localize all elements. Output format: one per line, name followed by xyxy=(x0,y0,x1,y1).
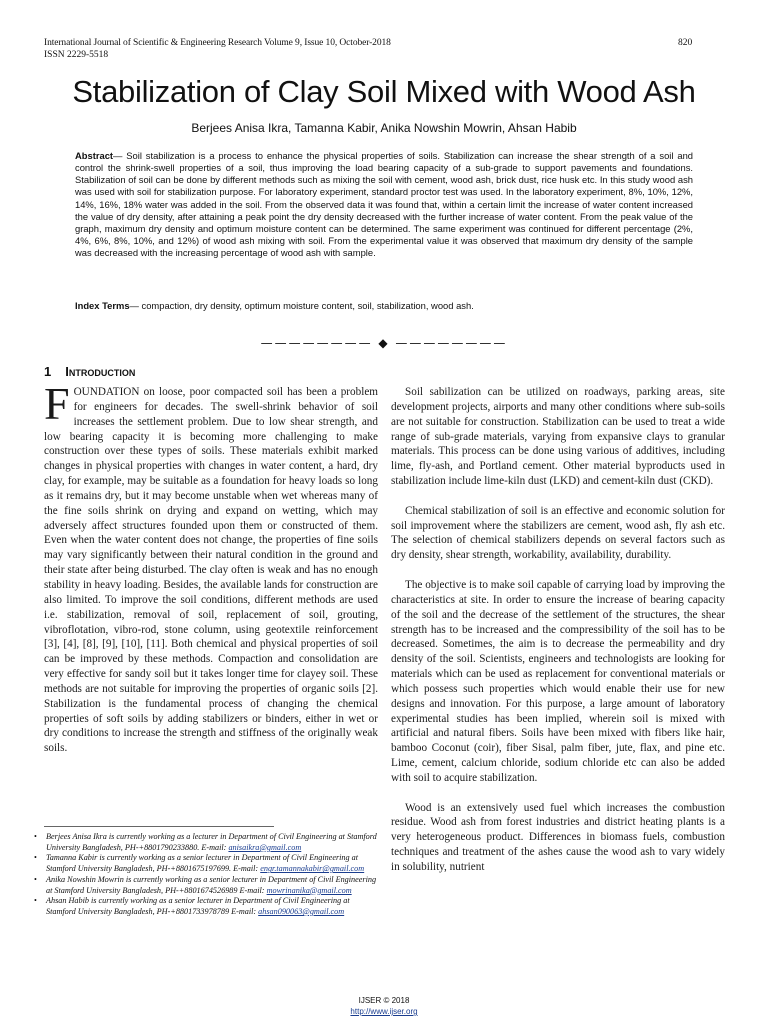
email-link[interactable]: ahsan090063@gmail.com xyxy=(258,906,345,916)
dropcap: F xyxy=(44,378,70,429)
email-link[interactable]: anisaikra@gmail.com xyxy=(228,842,302,852)
footnote-item xyxy=(34,832,378,853)
index-terms-label: Index Terms xyxy=(75,300,130,311)
intro-paragraph xyxy=(44,378,378,756)
right-column xyxy=(391,385,725,890)
footnote-item xyxy=(34,896,378,917)
paragraph: Chemical stabilization of soil is an effective and economic solution for soil improvement where the stabilizers are cement, wood ash, fly ash etc. The selection of chemical stabilizers depends on several factors such as dry density, shear strength, workability, availability, durability. xyxy=(391,504,725,562)
footer-copyright: IJSER © 2018 xyxy=(358,996,410,1005)
footer-url[interactable]: http://www.ijser.org xyxy=(350,1007,418,1016)
issn: ISSN 2229-5518 xyxy=(44,50,109,60)
footnote-rule xyxy=(44,826,274,827)
intro-text: on loose, poor compacted soil has been a problem for engineers for decades. The swell-shrink behavior of soil increases the settlement problem. Due to low shear strength, and low bearing capacity it is becoming more challenging to make construction over these types of soils. These materials exhibit marked changes in physical properties with changes in water content, a hard, dry clay, for example, may be suitable as a foundation for heavy loads so long as it remains dry, but it may become unstable when wet whereas many of the fine soils shrink on drying and expand on wetting, which may adversely affect structures founded upon them or constructed of them. Even when the water content does not change, the properties of fine soils may vary significantly between their natural condition in the ground and their state after being disturbed. The clay often is weak and has no enough stability in heavy loading. Besides, the available lands for construction are also limited. To improve the soil conditions, different methods are used i.e. stabilization, removal of soil, replacement of soil, grouting, vibroflotation, vibro-rod, stone column, using geotextile reinforcement [3], [4], [8], [9], [10], [11]. Both chemical and physical properties of soil can be improved by these methods. Compaction and consolidation are very effective for sandy soil but it takes longer time for clayey soil. These methods are not suitable for improving the properties of organic soils [2]. Stabilization is the fundamental process of changing the chemical properties of soft soils by adding stabilizers or binders, either in wet or dry conditions to increase the strength and stiffness of the originally weak soils. xyxy=(44,386,378,755)
abstract-text: — Soil stabilization is a process to enhance the physical properties of soils. Stabilization can increase the shear strength of a soil and control the shrink-swell properties of a soil, thus improving the load bearing capacity of a sub-grade to support pavements and foundations. Stabilization of soil can be done by different methods such as mixing the soil with cement, wood ash, brick dust, rice husk etc. In this study wood ash was used with soil for stabilization purpose. For laboratory experiment, standard proctor test was used. In the laboratory experiment, 8%, 10%, 12%, 14%, 16%, 18% water was added in the soil. From the observed data it was found that, within a certain limit the increase of water content increased the value of dry density, after attaining a peak point the dry density decreased with the further increase of water content. From the peak value of the graph, maximum dry density and optimum moisture content can be determined. The same experiment was continued for different percentage (2%, 4%, 6%, 8%, 10%, and 12%) of wood ash mixing with soil. From the experimental value it was observed that maximum dry density of the sample was decreased with the increasing percentage of wood ash with sample. xyxy=(75,150,693,259)
footnote-text: Anika Nowshin Mowrin is currently working as a senior lecturer in Department of Civil Engineering at Stamford University Bangladesh, PH-+8801674526989 E-mail: xyxy=(46,874,377,895)
paper-title: Stabilization of Clay Soil Mixed with Wood Ash xyxy=(72,74,696,109)
footnote-text: Ahsan Habib is currently working as a senior lecturer in Department of Civil Engineering at Stamford University Bangladesh, PH-+8801733978789 E-mail: xyxy=(46,896,350,916)
authors: Berjees Anisa Ikra, Tamanna Kabir, Anika Nowshin Mowrin, Ahsan Habib xyxy=(191,121,577,135)
index-terms-text: — compaction, dry density, optimum moisture content, soil, stabilization, wood ash. xyxy=(129,300,474,311)
section-title: Introduction xyxy=(65,364,136,379)
paragraph: Soil sabilization can be utilized on roadways, parking areas, site development projects, airports and many other conditions where sub-soils are not suitable for construction. Stabilization can be used to treat a wide range of sub-grade materials, varying from expansive clays to granular materials. This process can be done using various of additives, including lime, fly-ash, and Portland cement. Other material byproducts used in stabilization include lime-kiln dust (LKD) and cement-kiln dust (CKD). xyxy=(391,386,725,488)
abstract-label: Abstract xyxy=(75,150,114,161)
email-link[interactable]: engr.tamannakabir@gmail.com xyxy=(260,864,365,874)
first-word: OUNDATION xyxy=(73,386,140,398)
paragraph: Wood is an extensively used fuel which increases the combustion residue. Wood ash from forest industries and district heating plants is a very heterogeneous product. Differences in biomass fuels, combustion techniques and treatment of the ashes cause the wood ash to vary widely in solubility, nutrient xyxy=(391,801,725,873)
email-link[interactable]: mowrinanika@gmail.com xyxy=(266,885,352,895)
footnote-text: Berjees Anisa Ikra is currently working as a lecturer in Department of Civil Engineering at Stamford University Bangladesh, PH-+8801790233880. E-mail: xyxy=(46,832,377,852)
abstract xyxy=(75,150,693,259)
author-footnotes xyxy=(34,832,378,918)
footnote-item xyxy=(34,853,378,874)
footnote-item xyxy=(34,875,378,896)
left-column xyxy=(44,378,378,756)
page-number: 820 xyxy=(678,38,693,48)
journal-header: International Journal of Scientific & Engineering Research Volume 9, Issue 10, October-2018 xyxy=(44,38,391,48)
footnote-text: Tamanna Kabir is currently working as a senior lecturer in Department of Civil Engineering at Stamford University Bangladesh, PH-+8801675197699. E-mail: xyxy=(46,853,359,874)
section-number: 1 xyxy=(44,364,52,379)
section-divider: ———————— ◆ ———————— xyxy=(260,336,508,350)
index-terms xyxy=(75,300,693,311)
paragraph: The objective is to make soil capable of carrying load by improving the characteristics at site. In order to ensure the increase of bearing capacity of the soil and the decrease of the settlement of the structures, the shear strength has to be increased and the compressibility of the soil has to be decreased. Sometimes, the aim is to decrease the permeability and dry density of the soil. Scientists, engineers and technologists are looking for materials which can be used as replacement for conventional materials or which possess such properties which would enable their use for new designs and innovation. For this purpose, a large amount of laboratory experimental studies has been implied, wherein soil is mixed with artificial and natural fibers. Soils have been mixed with fibers like hair, bamboo Coconut (coir), fiber Sisal, palm fiber, jute, flax, and pine etc. Lime, cement, calcium chloride, sodium chloride etc can also be added with soil to acquire stabilization. xyxy=(391,578,725,784)
section-heading xyxy=(44,364,135,379)
